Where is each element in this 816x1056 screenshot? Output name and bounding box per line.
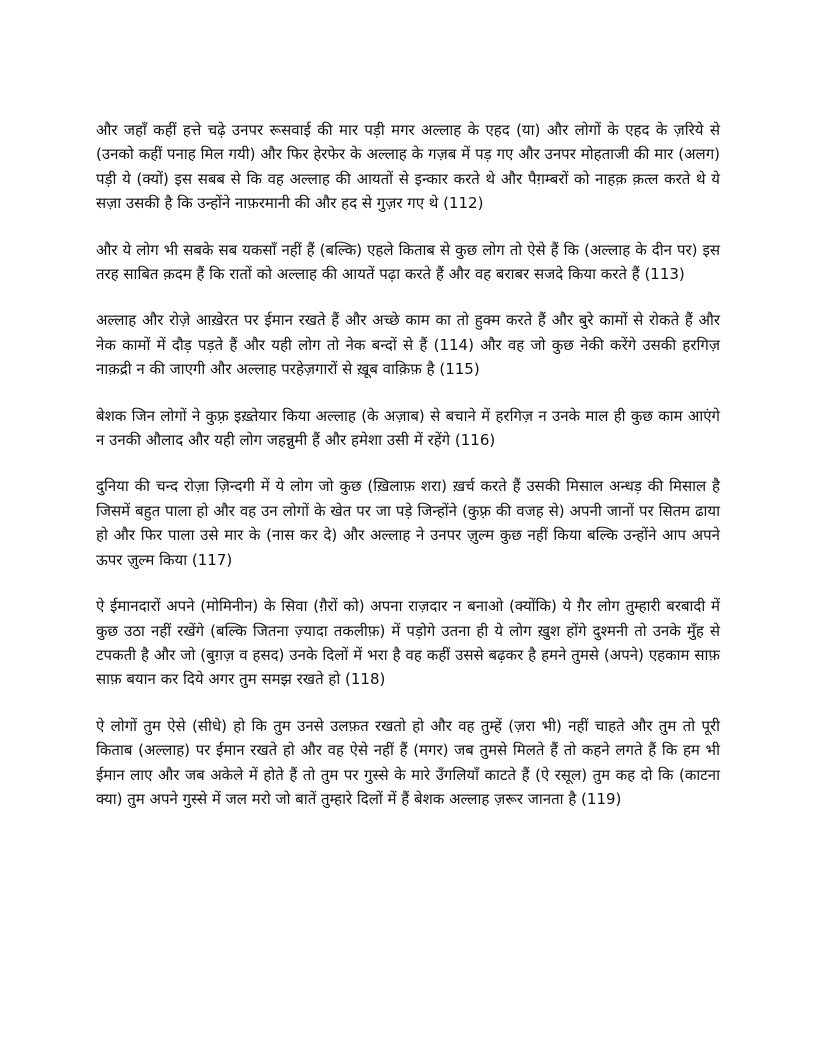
paragraph-verse-118: ऐ ईमानदारों अपने (मोमिनीन) के सिवा (ग़ैरों को) अपना राज़दार न बनाओ (क्योंकि) ये ग़ैर लोग तुम्हारी बरबादी में कुछ उठा नहीं रखेंगे (बल्कि जितना ज़्यादा तकलीफ़) में पड़ोगे उतना ही ये लोग ख़ुश होंगे दुश्मनी तो उनके मुँह से टपकती है और जो (बुग़ज़ व हसद) उनके दिलों में भरा है वह कहीं उससे बढ़कर है हमने तुमसे (अपने) एहकाम साफ़ साफ़ बयान कर दिये अगर तुम समझ रखते हो (118) [96, 597, 720, 689]
document-page [96, 118, 720, 833]
paragraph-verse-119: ऐ लोगों तुम ऐसे (सीधे) हो कि तुम उनसे उलफ़त रखतो हो और वह तुम्हें (ज़रा भी) नहीं चाहते और तुम तो पूरी किताब (अल्लाह) पर ईमान रखते हो और वह ऐसे नहीं हैं (मगर) जब तुमसे मिलते हैं तो कहने लगते हैं कि हम भी ईमान लाए और जब अकेले में होते हैं तो तुम पर गुस्से के मारे उँगलियाँ काटते हैं (ऐ रसूल) तुम कह दो कि (काटना क्या) तुम अपने गुस्से में जल मरो जो बातें तुम्हारे दिलों में हैं बेशक अल्लाह ज़रूर जानता है (119) [96, 716, 720, 808]
paragraph-verse-117: दुनिया की चन्द रोज़ा ज़िन्दगी में ये लोग जो कुछ (ख़िलाफ़ शरा) ख़र्च करते हैं उसकी मिसाल अन्धड़ की मिसाल है जिसमें बहुत पाला हो और वह उन लोगों के खेत पर जा पड़े जिन्होंने (कुफ़्र की वजह से) अपनी जानों पर सितम ढाया हो और फिर पाला उसे मार के (नास कर दे) और अल्लाह ने उनपर ज़ुल्म कुछ नहीं किया बल्कि उन्होंने आप अपने ऊपर ज़ुल्म किया (117) [96, 477, 720, 569]
paragraph-verse-113: और ये लोग भी सबके सब यकसाँ नहीं हैं (बल्कि) एहले किताब से कुछ लोग तो ऐसे हैं कि (अल्लाह के दीन पर) इस तरह साबित क़दम हैं कि रातों को अल्लाह की आयतें पढ़ा करते हैं और वह बराबर सजदे किया करते हैं (113) [96, 240, 720, 284]
paragraph-verse-116: बेशक जिन लोगों ने कुफ़्र इख़्तेयार किया अल्लाह (के अज़ाब) से बचाने में हरगिज़ न उनके माल ही कुछ काम आएंगे न उनकी औलाद और यही लोग जहन्नुमी हैं और हमेशा उसी में रहेंगे (116) [96, 406, 720, 450]
paragraph-verse-112: और जहाँ कहीं हत्ते चढ़े उनपर रूसवाई की मार पड़ी मगर अल्लाह के एहद (या) और लोगों के एहद के ज़रिये से (उनको कहीं पनाह मिल गयी) और फिर हेरफेर के अल्लाह के गज़ब में पड़ गए और उनपर मोहताजी की मार (अलग) पड़ी ये (क्यों) इस सबब से कि वह अल्लाह की आयतों से इन्कार करते थे और पैग़म्बरों को नाहक़ क़त्ल करते थे ये सज़ा उसकी है कि उन्होंने नाफ़रमानी की और हद से गुज़र गए थे (112) [96, 121, 720, 213]
paragraph-verse-114-115: अल्लाह और रोज़े आख़ेरत पर ईमान रखते हैं और अच्छे काम का तो हुक्म करते हैं और बुरे कामों से रोकते हैं और नेक कामों में दौड़ पड़ते हैं और यही लोग तो नेक बन्दों से हैं (114) और वह जो कुछ नेकी करेंगे उसकी हरगिज़ नाक़द्री न की जाएगी और अल्लाह परहेज़गारों से ख़ूब वाक़िफ़ है (115) [96, 311, 720, 379]
